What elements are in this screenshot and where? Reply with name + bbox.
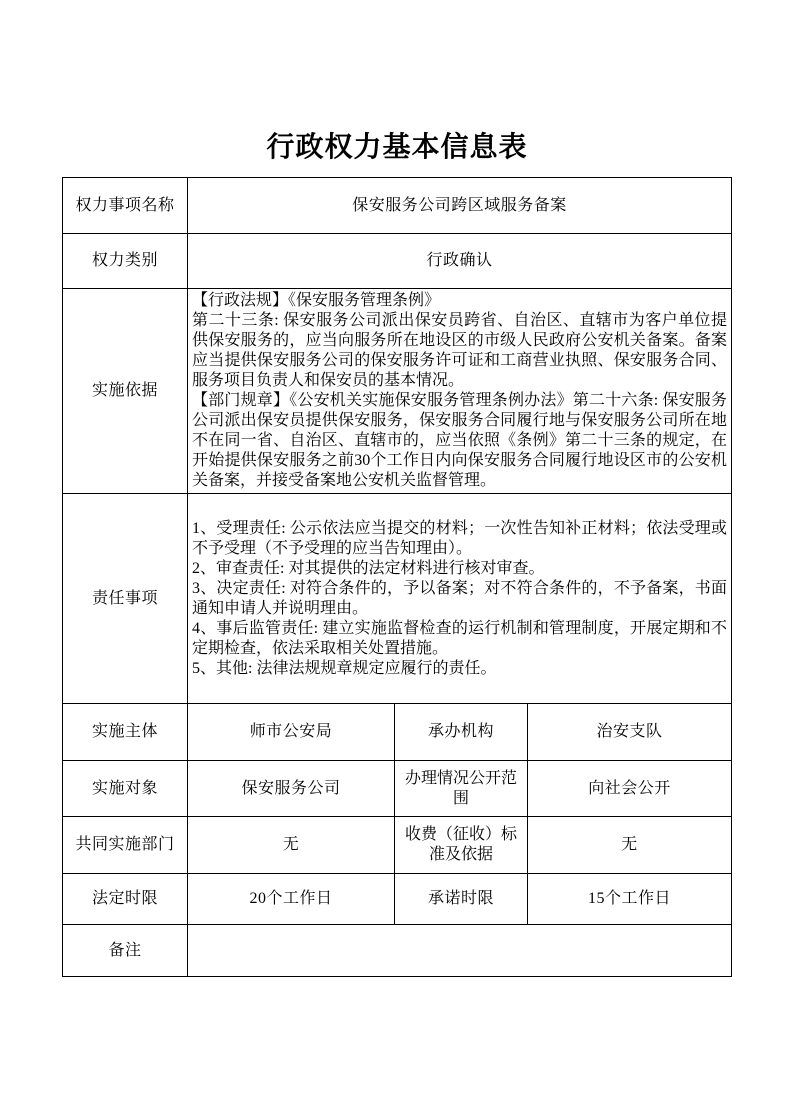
responsibility-item-4: 4、事后监管责任: 建立实施监督检查的运行机制和管理制度，开展定期和不定期检查，依法采取相关处置措施。: [192, 619, 728, 657]
undertaking-agency-label: 承办机构: [395, 704, 528, 761]
table-row-remarks: [63, 925, 732, 977]
responsibility-items-value: [188, 494, 732, 704]
implementing-body-value: 师市公安局: [188, 704, 395, 761]
disclosure-scope-value: 向社会公开: [528, 761, 732, 817]
remarks-value: [188, 925, 732, 977]
undertaking-agency-value: 治安支队: [528, 704, 732, 761]
table-row-power-category: [63, 234, 732, 289]
implementing-body-label: 实施主体: [63, 704, 188, 761]
fee-standard-label: 收费（征收）标准及依据: [395, 817, 528, 874]
fee-standard-value: 无: [528, 817, 732, 874]
table-row-implementation-basis: [63, 289, 732, 494]
implementation-basis-label: 实施依据: [63, 289, 188, 494]
promised-time-limit-label: 承诺时限: [395, 874, 528, 925]
power-category-value: 行政确认: [188, 234, 732, 289]
table-row-implementation-target: [63, 761, 732, 817]
joint-departments-value: 无: [188, 817, 395, 874]
basis-article-23: 第二十三条: 保安服务公司派出保安员跨省、自治区、直辖市为客户单位提供保安服务的，应当向服务所在地设区的市级人民政府公安机关备案。备案应当提供保安服务公司的保安服务许可证和工商营业执照、保安服务合同、服务项目负责人和保安员的基本情况。: [192, 312, 728, 389]
table-row-joint-departments: [63, 817, 732, 874]
basis-regulation-title: 【行政法规】《保安服务管理条例》: [192, 292, 441, 309]
statutory-time-limit-value: 20个工作日: [188, 874, 395, 925]
implementation-basis-value: [188, 289, 732, 494]
basic-info-table: [62, 177, 732, 977]
disclosure-scope-label: 办理情况公开范围: [395, 761, 528, 817]
power-category-label: 权力类别: [63, 234, 188, 289]
responsibility-item-1: 1、受理责任: 公示依法应当提交的材料；一次性告知补正材料；依法受理或不予受理（不予受理的应当告知理由）。: [192, 519, 728, 557]
promised-time-limit-value: 15个工作日: [528, 874, 732, 925]
table-row-implementing-body: [63, 704, 732, 761]
implementation-target-value: 保安服务公司: [188, 761, 395, 817]
responsibility-item-3: 3、决定责任: 对符合条件的，予以备案；对不符合条件的，不予备案，书面通知申请人并说明理由。: [192, 579, 728, 617]
statutory-time-limit-label: 法定时限: [63, 874, 188, 925]
implementation-target-label: 实施对象: [63, 761, 188, 817]
responsibility-item-2: 2、审查责任: 对其提供的法定材料进行核对审查。: [192, 559, 545, 577]
basis-department-rule: 【部门规章】《公安机关实施保安服务管理条例办法》第二十六条: 保安服务公司派出保安员提供保安服务，保安服务合同履行地与保安服务公司所在地不在同一省、自治区、直辖市的，应当依照《条例》第二十三条的规定，在开始提供保安服务之前30个工作日内向保安服务合同履行地设区市的公安机关备案，并接受备案地公安机关监督管理。: [192, 392, 728, 489]
table-row-time-limits: [63, 874, 732, 925]
responsibility-item-5: 5、其他: 法律法规规章规定应履行的责任。: [192, 659, 497, 677]
power-item-name-value: 保安服务公司跨区域服务备案: [188, 178, 732, 234]
power-item-name-label: 权力事项名称: [63, 178, 188, 234]
joint-departments-label: 共同实施部门: [63, 817, 188, 874]
remarks-label: 备注: [63, 925, 188, 977]
page-title: 行政权力基本信息表: [266, 132, 528, 163]
table-row-responsibility-items: [63, 494, 732, 704]
table-row-power-item-name: [63, 178, 732, 234]
responsibility-items-label: 责任事项: [63, 494, 188, 704]
